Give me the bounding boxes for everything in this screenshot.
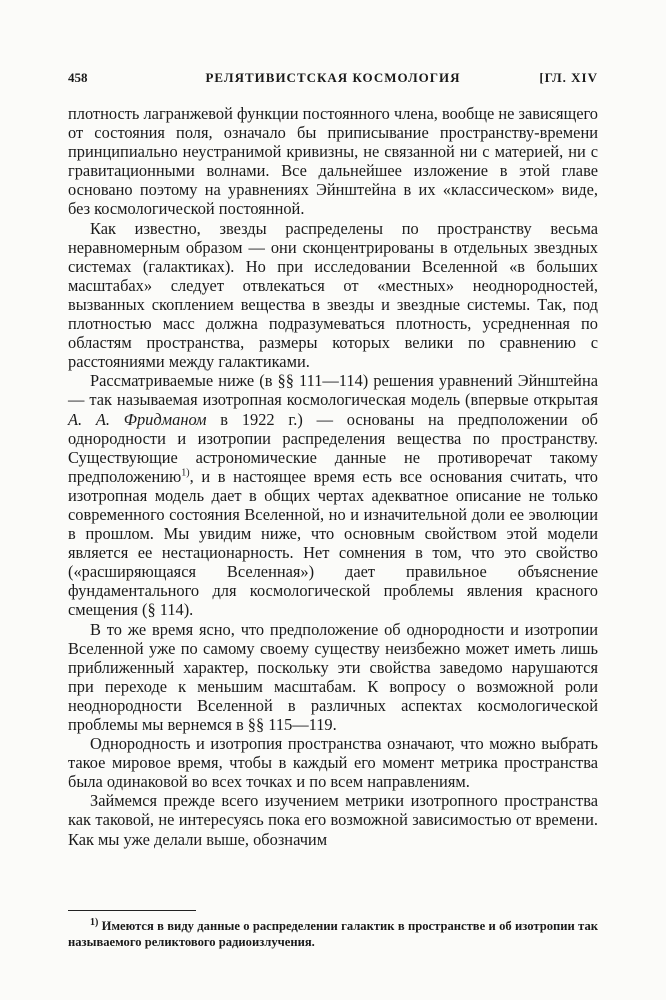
paragraph-6: Займемся прежде всего изучением метрики изотропного пространства как таковой, не интересуясь пока его возможной зависимостью от времени. Как мы уже делали выше, обозначим: [68, 791, 598, 849]
footnote-text: Имеются в виду данные о распределении галактик в пространстве и об изотропии так называемого реликтового радиоизлучения.: [68, 919, 598, 949]
paragraph-2: Как известно, звезды распределены по пространству весьма неравномерным образом — они сконцентрированы в отдельных звездных системах (галактиках). Но при исследовании Вселенной «в больших масштабах» следует отвлекаться от «местных» неоднородностей, вызванных скоплением вещества в звезды и звездные системы. Так, под плотностью масс должна подразумеваться плотность, усредненная по областям пространства, размеры которых велики по сравнению с расстояниями между галактиками.: [68, 218, 598, 372]
footnote-divider: [68, 910, 196, 911]
main-text: [68, 104, 598, 849]
paragraph-3-part-a: Рассматриваемые ниже (в §§ 111—114) решения уравнений Эйнштейна — так называемая изотропная космологическая модель (впервые открытая: [68, 371, 598, 410]
chapter-label: [ГЛ. XIV: [539, 70, 598, 85]
paragraph-4: В то же время ясно, что предположение об однородности и изотропии Вселенной уже по самому своему существу неизбежно может иметь лишь приближенный характер, поскольку эти свойства заведомо нарушаются при переходе к меньшим масштабам. К вопросу о возможной роли неоднородности Вселенной в различных аспектах космологической проблемы мы вернемся в §§ 115—119.: [68, 619, 598, 734]
paragraph-3: [68, 371, 598, 619]
paragraph-3-part-b: в 1922 г.) — основаны на предположении об однородности и изотропии распределения вещества по пространству. Существующие астрономические данные не противоречат такому предположению: [68, 409, 598, 486]
running-title: РЕЛЯТИВИСТСКАЯ КОСМОЛОГИЯ: [205, 70, 461, 85]
paragraph-3-part-c: , и в настоящее время есть все основания считать, что изотропная модель дает в общих чертах адекватное описание не только современного состояния Вселенной, но и изначительной доли ее эволюции в прошлом. Мы увидим ниже, что основным свойством этой модели является ее нестационарность. Нет сомнения в том, что это свойство («расширяющаяся Вселенная») дает правильное объяснение фундаментального для космологической проблемы явления красного смещения (§ 114).: [68, 466, 598, 620]
author-name: А. А. Фридманом: [68, 409, 207, 429]
running-header: [68, 70, 598, 90]
paragraph-1: плотность лагранжевой функции постоянного члена, вообще не зависящего от состояния поля, означало бы приписывание пространству-времени принципиально неустранимой кривизны, не связанной ни с материей, ни с гравитационными волнами. Все дальнейшее изложение в этой главе основано поэтому на уравнениях Эйнштейна в их «классическом» виде, без космологической постоянной.: [68, 104, 598, 219]
footnote-reference: 1): [181, 467, 190, 479]
paragraph-5: Однородность и изотропия пространства означают, что можно выбрать такое мировое время, чтобы в каждый его момент метрика пространства была одинаковой во всех точках и по всем направлениям.: [68, 734, 598, 792]
footnote-marker: 1): [90, 916, 99, 928]
footnote: [68, 918, 598, 950]
page-number: 458: [68, 70, 88, 85]
